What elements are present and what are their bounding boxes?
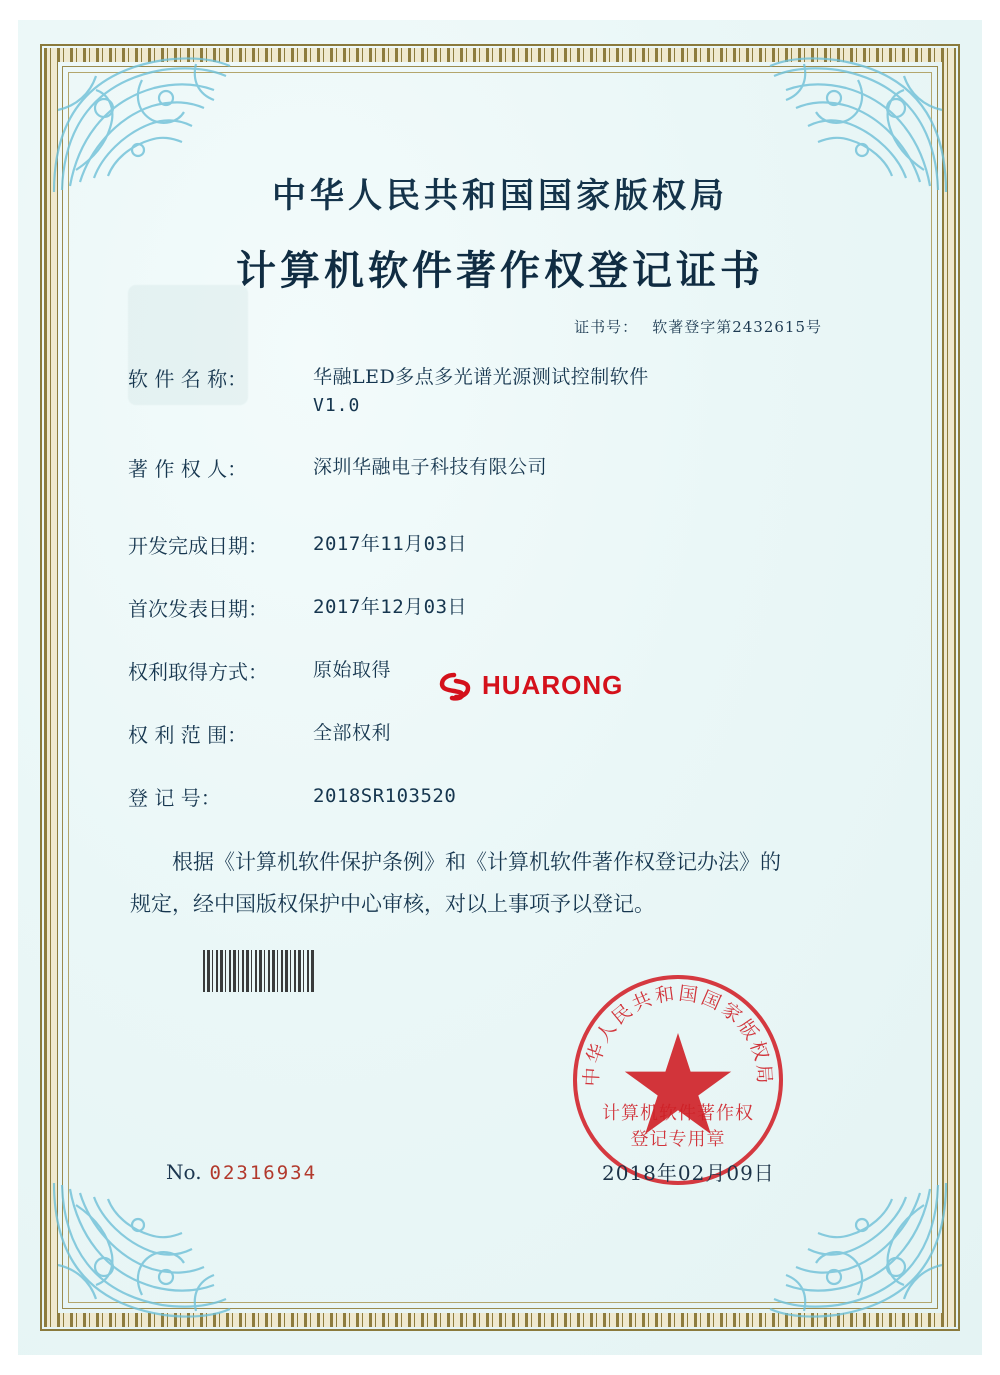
seal-line-1: 计算机软件著作权 — [602, 1103, 754, 1124]
field-value-copyright-owner: 深圳华融电子科技有限公司 — [313, 455, 548, 478]
serial-number-row — [166, 1160, 317, 1184]
certificate-paper — [18, 20, 982, 1355]
huarong-mark-icon — [438, 671, 472, 701]
huarong-logo — [438, 670, 623, 701]
field-row — [128, 782, 882, 811]
field-row — [128, 453, 882, 482]
field-row — [128, 719, 882, 748]
field-label-rights-scope: 权 利 范 围： — [128, 722, 248, 747]
field-value-rights-scope: 全部权利 — [313, 721, 392, 744]
certificate-number-row — [78, 316, 922, 337]
certificate-number-value: 软著登字第2432615号 — [652, 318, 822, 336]
seal-line-2: 登记专用章 — [630, 1129, 726, 1150]
field-row — [128, 530, 882, 559]
field-value-software-name — [313, 363, 649, 419]
field-value-registration-number: 2018SR103520 — [313, 784, 457, 807]
field-label-acquisition-method: 权利取得方式： — [128, 659, 268, 684]
serial-number: 02316934 — [209, 1162, 318, 1184]
software-name-text: 华融LED多点多光谱光源测试控制软件 — [313, 366, 649, 388]
field-label-first-publish-date: 首次发表日期： — [128, 596, 268, 621]
seal-date: 2018年02月09日 — [602, 1161, 775, 1185]
svg-text:中华人民共和国国家版权局: 中华人民共和国国家版权局 — [580, 982, 776, 1087]
huarong-brand-text: HUARONG — [482, 670, 624, 700]
field-label-development-date: 开发完成日期： — [128, 533, 268, 558]
certificate-title: 计算机软件著作权登记证书 — [236, 247, 764, 294]
official-seal — [573, 975, 783, 1185]
statement-paragraph — [78, 841, 922, 925]
field-label-copyright-owner: 著 作 权 人： — [128, 456, 248, 481]
field-label-software-name: 软 件 名 称： — [128, 367, 248, 391]
issuer-title: 中华人民共和国国家版权局 — [272, 176, 728, 216]
field-value-development-date: 2017年11月03日 — [313, 532, 468, 555]
certificate-number-label: 证书号： — [574, 318, 639, 336]
field-row — [128, 363, 882, 419]
software-version-text: V1.0 — [313, 394, 361, 416]
field-label-registration-number: 登 记 号： — [128, 785, 221, 810]
field-list — [78, 363, 922, 811]
seal-graphics-icon — [573, 975, 783, 1185]
serial-label: No. — [166, 1160, 202, 1184]
field-row — [128, 593, 882, 622]
barcode — [203, 950, 315, 992]
field-value-acquisition-method: 原始取得 — [313, 658, 392, 681]
statement-line-1: 根据《计算机软件保护条例》和《计算机软件著作权登记办法》的 — [172, 849, 781, 874]
statement-line-2: 规定，经中国版权保护中心审核，对以上事项予以登记。 — [130, 891, 655, 916]
field-value-first-publish-date: 2017年12月03日 — [313, 595, 468, 618]
